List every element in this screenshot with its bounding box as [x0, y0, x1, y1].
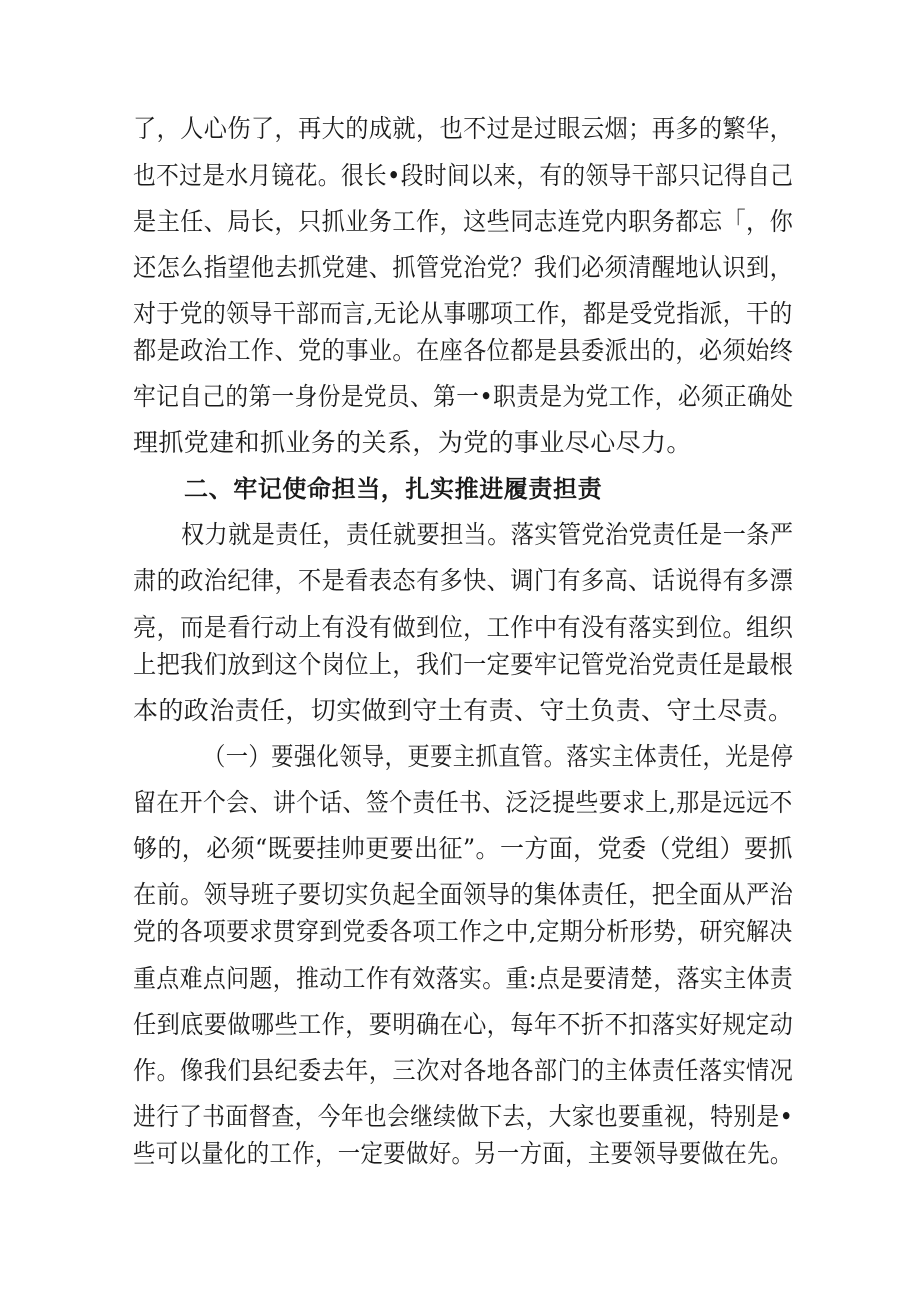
paragraph-line: 是主任、局长，只抓业务工作，这些同志连党内职务都忘「，你 [133, 207, 794, 236]
paragraph-line: 党的各项要求贯穿到党委各项工作之中,定期分析形势，研究解决 [133, 917, 793, 946]
paragraph-line: 亮，而是看行动上有没有做到位，工作中有没有落实到位。组织 [133, 613, 794, 642]
paragraph-line: 了，人心伤了，再大的成就，也不过是过眼云烟；再多的繁华， [133, 114, 794, 143]
paragraph-line: 也不过是水月镜花。很长•段时间以来，有的领导干部只记得自己 [133, 161, 794, 190]
paragraph-line: 够的，必须“既要挂帅更要出征”。一方面，党委（党组）要抓 [133, 834, 793, 863]
paragraph-line: 还怎么指望他去抓党建、抓管党治党？我们必须清醒地认识到， [133, 253, 794, 282]
paragraph-line: 作。像我们县纪委去年，三次对各地各部门的主体责任落实情况 [133, 1056, 794, 1085]
paragraph-line: 本的政治责任，切实做到守土有责、守土负责、守土尽责。 [133, 696, 794, 725]
paragraph-line: 重点难点问题，推动工作有效落实。重:点是要清楚，落实主体责 [133, 964, 794, 993]
paragraph-line: 任到底要做哪些工作，要明确在心，每年不折不扣落实好规定动 [133, 1010, 794, 1039]
paragraph-line: 肃的政治纪律，不是看表态有多快、调门有多高、话说得有多漂 [133, 566, 794, 595]
paragraph-line: 权力就是责任，责任就要担当。落实管党治党责任是一条严 [181, 520, 794, 549]
paragraph-line: 上把我们放到这个岗位上，我们一定要牢记管党治党责任是最根 [133, 650, 794, 679]
paragraph-line: 牢记自己的第一身份是党员、第一•职责是为党工作，必须正确处 [133, 382, 794, 411]
subsection-line: （一）要强化领导，更要主抓直管。落实主体责任，光是停 [203, 742, 794, 771]
paragraph-line: 进行了书面督查，今年也会继续做下去，大家也要重视，特别是• [133, 1102, 794, 1131]
paragraph-line: 理抓党建和抓业务的关系，为党的事业尽心尽力。 [133, 428, 692, 457]
paragraph-line: 对于党的领导干部而言,无论从事哪项工作，都是受党指派，干的 [133, 299, 793, 328]
paragraph-line: 些可以量化的工作，一定要做好。另一方面，主要领导要做在先。 [133, 1139, 793, 1168]
section-heading: 二、牢记使命担当，扎实推进履责担责 [184, 475, 603, 503]
paragraph-line: 都是政治工作、党的事业。在座各位都是县委派出的，必须始终 [133, 336, 794, 365]
paragraph-line: 在前。领导班子要切实负起全面领导的集体责任，把全面从严治 [133, 880, 794, 909]
paragraph-line: 留在开个会、讲个话、签个责任书、泛泛提些要求上,那是远远不 [133, 788, 793, 817]
